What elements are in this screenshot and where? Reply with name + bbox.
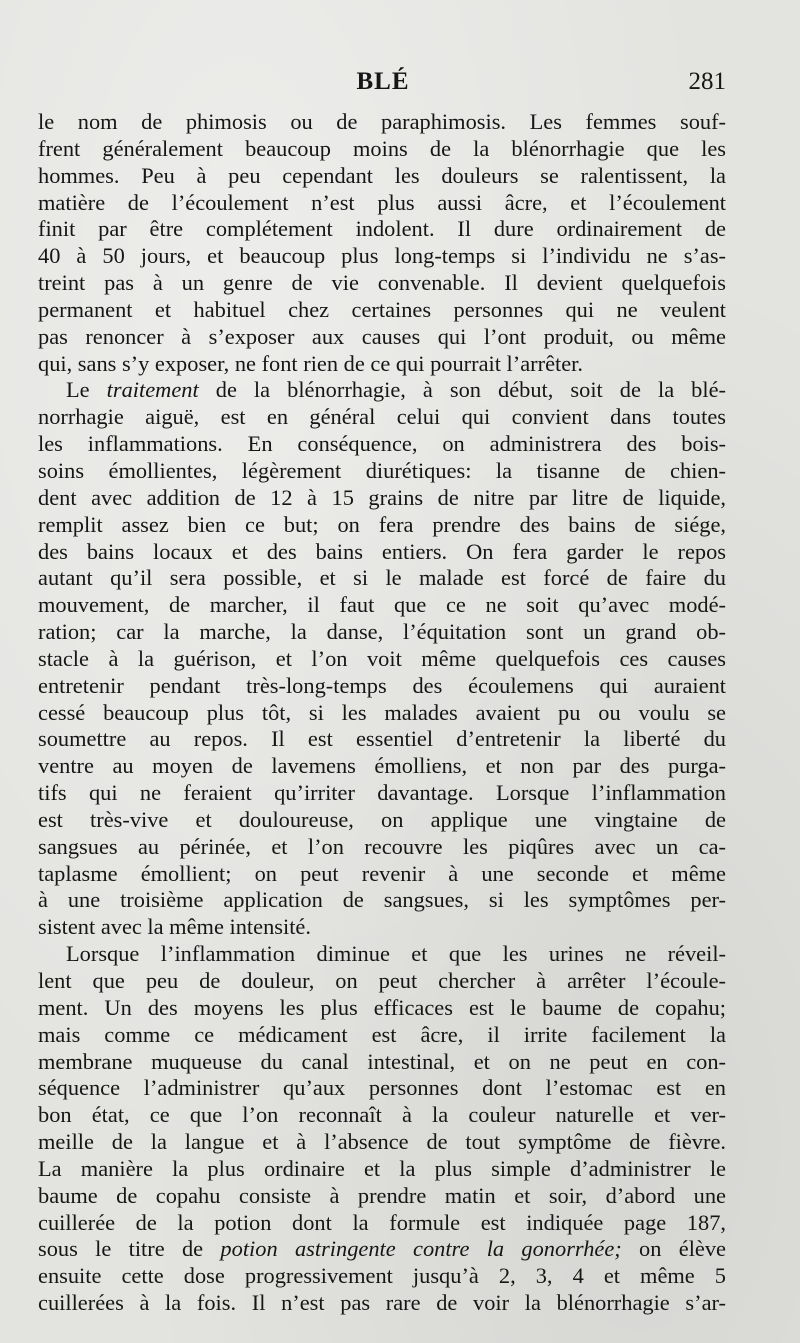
text-line: frent généralement beaucoup moins de la blénorrhagie que les [38, 135, 726, 161]
body-text [38, 109, 726, 1317]
text-segment: on élève [621, 1236, 726, 1262]
text-line: ventre au moyen de lavemens émolliens, et non par des purga- [38, 753, 726, 779]
text-line: ration; car la marche, la danse, l’équitation sont un grand ob- [38, 619, 726, 645]
text-segment: sous le titre de [38, 1236, 221, 1262]
italic-term: potion astringente contre la gonorrhée; [220, 1236, 622, 1262]
text-line: pas renoncer à s’exposer aux causes qui l’ont produit, ou même [38, 323, 726, 349]
text-line: ment. Un des moyens les plus efficaces est le baume de copahu; [38, 994, 726, 1020]
text-line [38, 1236, 726, 1263]
italic-term: traitement [106, 377, 199, 403]
text-line: mouvement, de marcher, il faut que ce ne soit qu’avec modé- [38, 592, 726, 618]
text-line: séquence l’administrer qu’aux personnes dont l’estomac est en [38, 1075, 726, 1101]
text-line: mais comme ce médicament est âcre, il irrite facilement la [38, 1021, 726, 1047]
text-line: les inflammations. En conséquence, on administrera des bois- [38, 431, 726, 457]
text-line: à une troisième application de sangsues, si les symptômes per- [38, 887, 726, 913]
text-segment: Le [66, 377, 107, 403]
running-title: BLÉ [356, 68, 410, 95]
text-line: tifs qui ne feraient qu’irriter davantage. Lorsque l’inflammation [38, 780, 726, 806]
text-line: dent avec addition de 12 à 15 grains de nitre par litre de liquide, [38, 484, 726, 510]
text-line: ensuite cette dose progressivement jusqu’à 2, 3, 4 et même 5 [38, 1263, 726, 1289]
text-line: membrane muqueuse du canal intestinal, et on ne peut en con- [38, 1048, 726, 1074]
text-line: remplit assez bien ce but; on fera prendre des bains de siége, [38, 511, 726, 537]
text-line: permanent et habituel chez certaines personnes qui ne veulent [38, 296, 726, 322]
text-line: cessé beaucoup plus tôt, si les malades avaient pu ou voulu se [38, 699, 726, 725]
text-line: stacle à la guérison, et l’on voit même quelquefois ces causes [38, 645, 726, 671]
text-line: sistent avec la même intensité. [38, 914, 311, 940]
text-line: cuillerée de la potion dont la formule est indiquée page 187, [38, 1209, 726, 1235]
text-line: soumettre au repos. Il est essentiel d’entretenir la liberté du [38, 726, 726, 752]
text-line [38, 377, 726, 404]
text-line: autant qu’il sera possible, et si le malade est forcé de faire du [38, 565, 726, 591]
text-line: qui, sans s’y exposer, ne font rien de ce qui pourrait l’arrêter. [38, 350, 583, 376]
text-line: des bains locaux et des bains entiers. On fera garder le repos [38, 538, 726, 564]
text-line: La manière la plus ordinaire et la plus simple d’administrer le [38, 1155, 726, 1181]
text-line: cuillerées à la fois. Il n’est pas rare de voir la blénorrhagie s’ar- [38, 1290, 726, 1316]
text-line: 40 à 50 jours, et beaucoup plus long-temps si l’individu ne s’as- [38, 243, 726, 269]
text-line: taplasme émollient; on peut revenir à une seconde et même [38, 860, 726, 886]
text-line: bon état, ce que l’on reconnaît à la couleur naturelle et ver- [38, 1102, 726, 1128]
text-segment: de la blénorrhagie, à son début, soit de la blé- [198, 377, 726, 403]
text-line: Lorsque l’inflammation diminue et que les urines ne réveil- [66, 941, 726, 967]
text-line: est très-vive et douloureuse, on applique une vingtaine de [38, 806, 726, 832]
text-line: entretenir pendant très-long-temps des écoulemens qui auraient [38, 672, 726, 698]
text-line: lent que peu de douleur, on peut chercher à arrêter l’écoule- [38, 968, 726, 993]
text-line: treint pas à un genre de vie convenable. Il devient quelquefois [38, 270, 726, 296]
text-line: hommes. Peu à peu cependant les douleurs se ralentissent, la [38, 162, 726, 188]
text-line: norrhagie aiguë, est en général celui qui convient dans toutes [38, 404, 726, 430]
text-line: sangsues au périnée, et l’on recouvre les piqûres avec un ca- [38, 833, 726, 859]
text-line: soins émollientes, légèrement diurétiques: la tisanne de chien- [38, 457, 726, 483]
text-line: le nom de phimosis ou de paraphimosis. Les femmes souf- [38, 109, 726, 134]
running-head [40, 68, 726, 104]
text-line: baume de copahu consiste à prendre matin et soir, d’abord une [38, 1182, 726, 1208]
text-line: finit par être complétement indolent. Il dure ordinairement de [38, 216, 726, 242]
page-number: 281 [688, 68, 726, 95]
text-line: meille de la langue et à l’absence de tout symptôme de fièvre. [38, 1129, 726, 1155]
text-line: matière de l’écoulement n’est plus aussi âcre, et l’écoulement [38, 189, 726, 215]
